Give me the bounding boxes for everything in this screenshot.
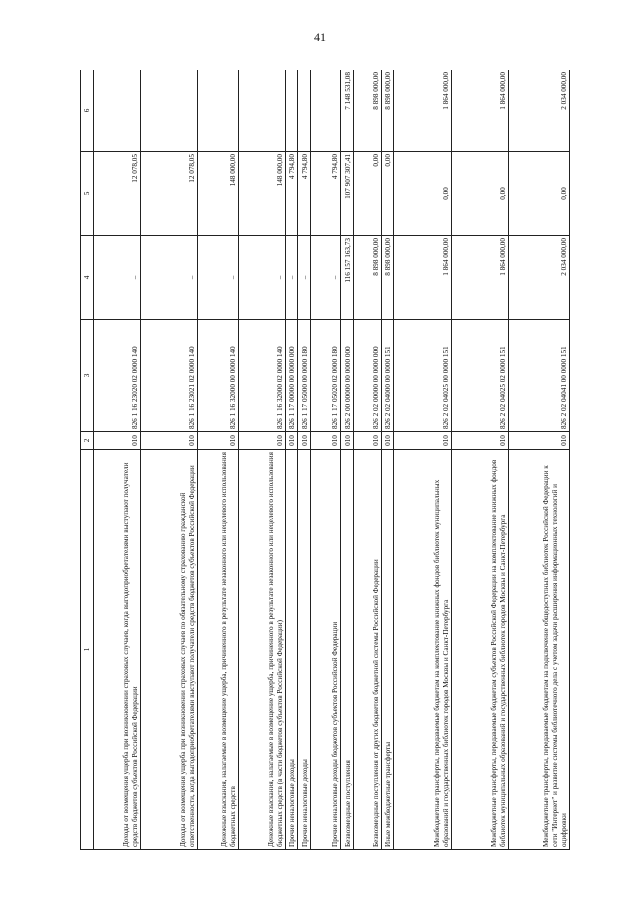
row-kbk: 826 1 17 05000 00 0000 180 — [298, 320, 310, 432]
row-kbk: 826 1 17 00000 00 0000 000 — [286, 320, 298, 432]
row-value-3: 8 898 000,00 — [353, 70, 382, 152]
row-value-2: 0,00 — [394, 152, 451, 236]
table-row — [141, 70, 198, 850]
row-value-3: 1 864 000,00 — [394, 70, 451, 152]
table-row — [451, 70, 508, 850]
row-value-2: 0,00 — [508, 152, 569, 236]
row-code: 010 — [298, 432, 310, 450]
table-row — [353, 70, 382, 850]
row-value-2: 0,00 — [451, 152, 508, 236]
row-value-2: 0,00 — [382, 152, 394, 236]
row-value-2: 148 000,00 — [239, 152, 286, 236]
row-name: Безвозмездные поступления — [341, 450, 353, 850]
row-value-3 — [286, 70, 298, 152]
row-name: Прочие неналоговые доходы бюджетов субъектов Российской Федерации — [310, 450, 341, 850]
row-kbk: 826 2 02 04025 00 0000 151 — [394, 320, 451, 432]
row-code: 010 — [286, 432, 298, 450]
row-value-2: 0,00 — [353, 152, 382, 236]
row-value-1: – — [239, 236, 286, 320]
header-cell: 1 — [81, 450, 94, 850]
row-value-2: 4 794,80 — [298, 152, 310, 236]
row-name: Межбюджетные трансферты, передаваемые бюджетам на комплектование книжных фондов библиотек муниципальных образований и государственных библиотек городов Москвы и Санкт-Петербурга — [394, 450, 451, 850]
row-kbk: 826 1 16 23021 02 0000 140 — [141, 320, 198, 432]
table-row — [239, 70, 286, 850]
row-value-2: 148 000,00 — [198, 152, 239, 236]
row-kbk: 826 2 02 04041 00 0000 151 — [508, 320, 569, 432]
row-name: Доходы от возмещения ущерба при возникновении страховых случаев по обязательному страхованию гражданской ответственности, когда выгодоприобретателями выступают получатели средств бюджетов субъектов Российской Федерации — [141, 450, 198, 850]
header-cell: 2 — [81, 432, 94, 450]
row-value-1: 8 898 000,00 — [353, 236, 382, 320]
row-value-1: – — [310, 236, 341, 320]
row-value-1: 2 034 000,00 — [508, 236, 569, 320]
row-name: Денежные взыскания, налагаемые в возмещение ущерба, причиненного в результате незаконного или нецелевого использования бюджетных средств — [198, 450, 239, 850]
row-value-3 — [141, 70, 198, 152]
page-number: 41 — [314, 30, 326, 44]
table-row — [382, 70, 394, 850]
row-code: 010 — [198, 432, 239, 450]
row-value-1: – — [286, 236, 298, 320]
row-value-2: 4 794,80 — [310, 152, 341, 236]
row-value-1: 8 898 000,00 — [382, 236, 394, 320]
row-code: 010 — [239, 432, 286, 450]
row-value-1: – — [141, 236, 198, 320]
row-kbk: 826 2 00 00000 00 0000 000 — [341, 320, 353, 432]
row-code: 010 — [94, 432, 141, 450]
row-value-2: 12 078,05 — [94, 152, 141, 236]
row-value-3 — [310, 70, 341, 152]
row-name: Денежные взыскания, налагаемые в возмещение ущерба, причиненного в результате незаконного или нецелевого использования бюджетных средств (в части бюджетов субъектов Российской Федерации) — [239, 450, 286, 850]
row-value-2: 107 907 307,41 — [341, 152, 353, 236]
table-row — [94, 70, 141, 850]
row-value-3 — [239, 70, 286, 152]
row-name: Прочие неналоговые доходы — [298, 450, 310, 850]
row-code: 010 — [353, 432, 382, 450]
row-value-3: 8 898 000,00 — [382, 70, 394, 152]
header-cell: 4 — [81, 236, 94, 320]
row-value-1: 1 864 000,00 — [394, 236, 451, 320]
row-value-1: 116 157 163,73 — [341, 236, 353, 320]
row-kbk: 826 2 02 00000 00 0000 000 — [353, 320, 382, 432]
row-name: Безвозмездные поступления от других бюджетов бюджетной системы Российской Федерации — [353, 450, 382, 850]
row-code: 010 — [508, 432, 569, 450]
header-cell: 6 — [81, 70, 94, 152]
row-name: Доходы от возмещения ущерба при возникновении страховых случаев, когда выгодоприобретателями выступают получатели средств бюджетов субъектов Российской Федерации — [94, 450, 141, 850]
row-name: Межбюджетные трансферты, передаваемые бюджетам на подключение общедоступных библиотек Российской Федерации к сети "Интернет" и развитие системы библиотечного дела с учетом задачи расширения информационных технологий и оцифровки — [508, 450, 569, 850]
row-value-1: – — [198, 236, 239, 320]
row-value-3: 2 034 000,00 — [508, 70, 569, 152]
row-value-3: 7 148 531,08 — [341, 70, 353, 152]
table-row — [508, 70, 569, 850]
row-value-2: 4 794,80 — [286, 152, 298, 236]
row-kbk: 826 1 16 32000 00 0000 140 — [198, 320, 239, 432]
row-name: Иные межбюджетные трансферты — [382, 450, 394, 850]
row-value-1: 1 864 000,00 — [451, 236, 508, 320]
row-kbk: 826 1 16 32000 02 0000 140 — [239, 320, 286, 432]
table-header-row — [81, 70, 94, 850]
table-row — [286, 70, 298, 850]
row-value-3 — [94, 70, 141, 152]
row-name: Прочие неналоговые доходы — [286, 450, 298, 850]
row-kbk: 826 1 17 05020 02 0000 180 — [310, 320, 341, 432]
row-value-2: 12 078,05 — [141, 152, 198, 236]
header-cell: 5 — [81, 152, 94, 236]
row-kbk: 826 1 16 23020 02 0000 140 — [94, 320, 141, 432]
table-row — [310, 70, 341, 850]
table-row — [198, 70, 239, 850]
table-row — [298, 70, 310, 850]
row-value-3 — [298, 70, 310, 152]
row-value-3 — [198, 70, 239, 152]
row-name: Межбюджетные трансферты, передаваемые бюджетам субъектов Российской Федерации на комплектование книжных фондов библиотек муниципальных образований и государственных библиотек городов Москвы и Санкт-Петербурга — [451, 450, 508, 850]
table-row — [394, 70, 451, 850]
report-table-container — [80, 70, 570, 850]
table-row — [341, 70, 353, 850]
row-code: 010 — [382, 432, 394, 450]
row-code: 010 — [310, 432, 341, 450]
row-kbk: 826 2 02 04000 00 0000 151 — [382, 320, 394, 432]
revenue-table — [80, 70, 570, 850]
row-value-1: – — [94, 236, 141, 320]
row-code: 010 — [341, 432, 353, 450]
row-value-3: 1 864 000,00 — [451, 70, 508, 152]
row-value-1: – — [298, 236, 310, 320]
row-code: 010 — [394, 432, 451, 450]
row-code: 010 — [141, 432, 198, 450]
header-cell: 3 — [81, 320, 94, 432]
row-code: 010 — [451, 432, 508, 450]
row-kbk: 826 2 02 04025 02 0000 151 — [451, 320, 508, 432]
